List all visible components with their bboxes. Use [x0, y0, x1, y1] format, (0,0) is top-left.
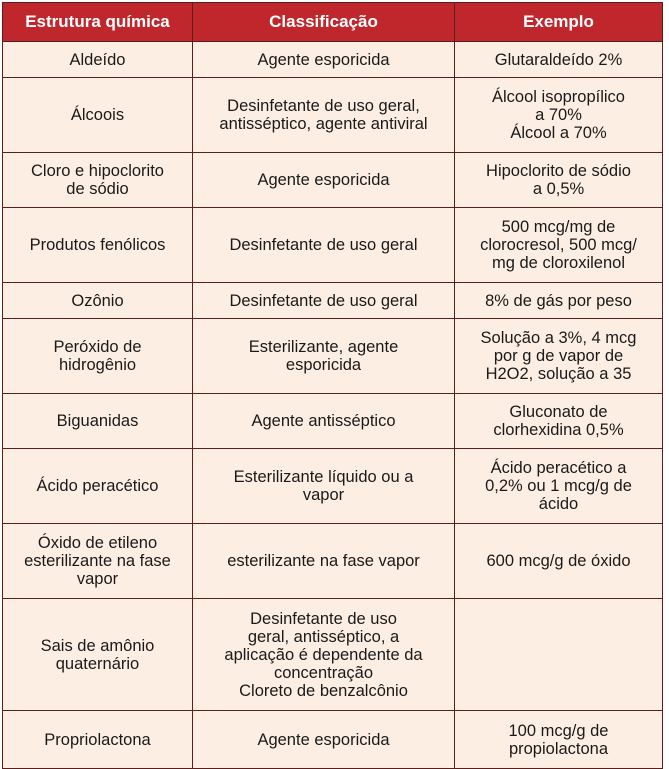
cell-text-line: Álcoois [70, 106, 125, 124]
cell-text-line: Agente esporicida [257, 171, 390, 189]
cell-structure [3, 711, 193, 769]
table-row [3, 394, 663, 449]
cell-text-line: Ozônio [71, 291, 124, 310]
cell-text-line: a 70% [535, 106, 582, 124]
cell-text-line: Ácido peracético a [490, 459, 627, 477]
cell-text-line: aplicação é dependente da [224, 645, 423, 664]
cell-structure [3, 78, 193, 153]
cell-text-line: esterilizante na fase vapor [227, 552, 420, 570]
cell-text-line: Agente esporicida [257, 50, 390, 69]
cell-classification [193, 394, 455, 449]
cell-text-line: esporicida [285, 356, 362, 374]
cell-structure [3, 394, 193, 449]
cell-text-line: Álcool a 70% [510, 124, 607, 142]
cell-structure [3, 208, 193, 283]
cell-text-line: Peróxido de [53, 338, 142, 356]
cell-example [455, 42, 663, 78]
cell-classification [193, 524, 455, 599]
cell-text-line: Agente esporicida [257, 730, 390, 749]
cell-text-line: geral, antisséptico, a [247, 627, 400, 646]
cell-example [455, 283, 663, 319]
cell-example [455, 319, 663, 394]
cell-example [455, 599, 663, 711]
table-header-row [3, 3, 663, 42]
cell-text-line: Glutaraldeído 2% [494, 50, 623, 69]
cell-classification [193, 208, 455, 283]
cell-text-line: Propriolactona [44, 730, 151, 749]
cell-text-line: Sais de amônio [40, 636, 155, 655]
cell-example [455, 153, 663, 208]
cell-text-line: Esterilizante, agente [248, 338, 399, 356]
cell-text-line: mg de cloroxilenol [492, 254, 625, 272]
cell-classification [193, 319, 455, 394]
cell-text-line: Desinfetante de uso geral [229, 236, 418, 254]
cell-example [455, 524, 663, 599]
cell-text-line: Álcool isopropílico [492, 88, 625, 106]
cell-structure [3, 449, 193, 524]
cell-classification [193, 449, 455, 524]
cell-structure [3, 524, 193, 599]
cell-text-line: Desinfetante de uso [250, 609, 397, 628]
cell-text-line: hidrogênio [58, 356, 137, 374]
cell-text-line: por g de vapor de [493, 347, 624, 365]
cell-text-line: 600 mcg/g de óxido [486, 552, 631, 570]
cell-text-line: Hipoclorito de sódio [486, 162, 631, 180]
cell-classification [193, 283, 455, 319]
cell-structure [3, 599, 193, 711]
table-row [3, 42, 663, 78]
table-row [3, 711, 663, 769]
table-row [3, 449, 663, 524]
disinfectant-table [2, 2, 663, 769]
cell-text-line: Desinfetante de uso geral, [227, 97, 420, 115]
cell-example [455, 449, 663, 524]
cell-structure [3, 42, 193, 78]
header-example: Exemplo [455, 3, 663, 42]
table-row [3, 283, 663, 319]
cell-text-line: vapor [302, 486, 345, 504]
header-classification: Classificação [193, 3, 455, 42]
cell-text-line: Aldeído [69, 50, 126, 69]
cell-classification [193, 153, 455, 208]
cell-text-line: 500 mcg/mg de [501, 218, 616, 236]
cell-text-line: Agente antisséptico [251, 412, 396, 430]
cell-text-line: a 0,5% [532, 180, 585, 198]
cell-example [455, 394, 663, 449]
cell-text-line: de sódio [66, 180, 129, 198]
cell-classification [193, 711, 455, 769]
cell-text-line: antisséptico, agente antiviral [219, 115, 428, 133]
cell-text-line: Cloreto de benzalcônio [239, 681, 408, 700]
cell-example [455, 208, 663, 283]
cell-classification [193, 78, 455, 153]
cell-text-line: propiolactona [508, 739, 609, 758]
cell-example [455, 78, 663, 153]
table-row [3, 153, 663, 208]
table-row [3, 599, 663, 711]
table-row [3, 524, 663, 599]
cell-example [455, 711, 663, 769]
cell-text-line: Cloro e hipoclorito [31, 162, 164, 180]
header-structure: Estrutura química [3, 3, 193, 42]
cell-text-line: Óxido de etileno [37, 534, 158, 552]
cell-text-line: 0,2% ou 1 mcg/g de [485, 477, 632, 495]
cell-text-line: Solução a 3%, 4 mcg [480, 329, 637, 347]
cell-text-line: 100 mcg/g de [508, 721, 609, 740]
cell-text-line: Gluconato de [509, 403, 608, 421]
table-row [3, 208, 663, 283]
cell-text-line: ácido [538, 495, 579, 513]
cell-text-line: clorocresol, 500 mcg/ [480, 236, 637, 254]
cell-text-line: H2O2, solução a 35 [485, 365, 632, 383]
cell-text-line: Biguanidas [56, 412, 139, 430]
cell-text-line: Produtos fenólicos [29, 236, 166, 254]
cell-structure [3, 283, 193, 319]
cell-text-line: Ácido peracético [36, 477, 159, 495]
table-row [3, 319, 663, 394]
cell-text-line: concentração [273, 663, 374, 682]
cell-text-line: quaternário [55, 654, 140, 673]
cell-structure [3, 153, 193, 208]
cell-text-line: clorhexidina 0,5% [493, 421, 624, 439]
cell-text-line: 8% de gás por peso [485, 291, 632, 310]
cell-text-line: Esterilizante líquido ou a [233, 468, 414, 486]
cell-text-line: vapor [76, 570, 119, 588]
cell-text-line: Desinfetante de uso geral [229, 291, 418, 310]
table-row [3, 78, 663, 153]
cell-text-line: esterilizante na fase [24, 552, 171, 570]
cell-structure [3, 319, 193, 394]
cell-classification [193, 599, 455, 711]
table-body [3, 42, 663, 769]
cell-classification [193, 42, 455, 78]
